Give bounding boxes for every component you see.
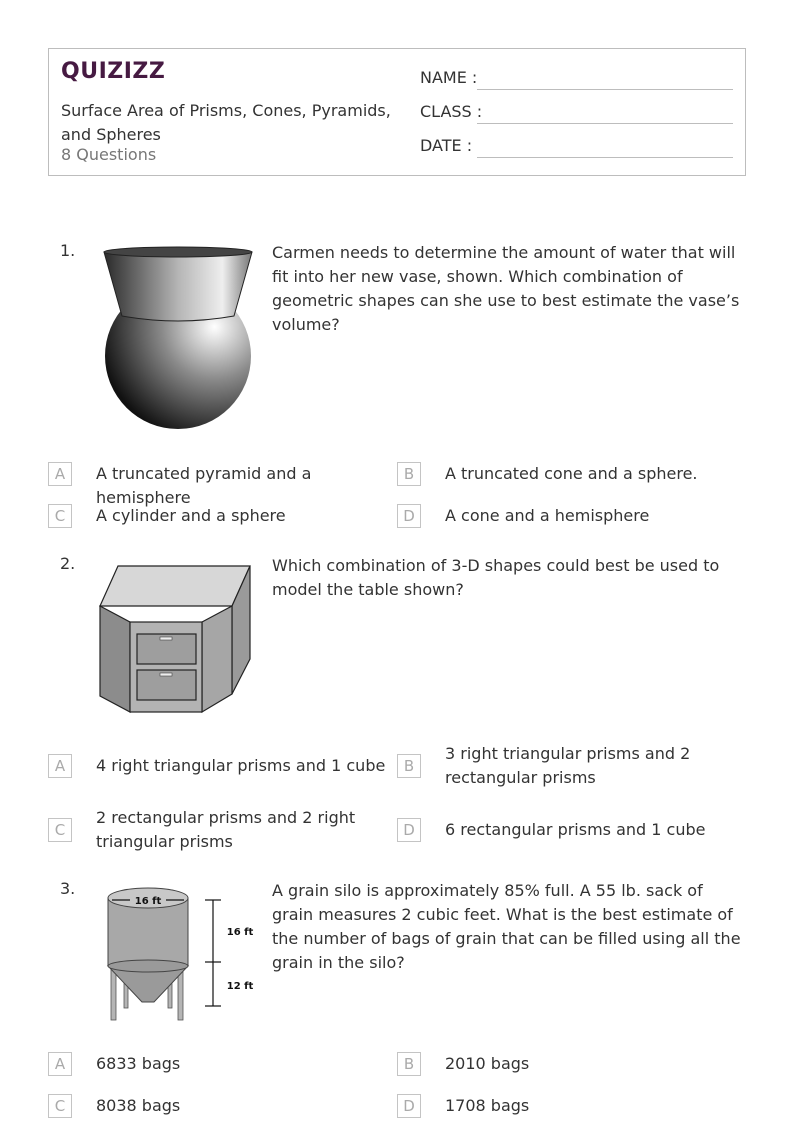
question-number: 3. <box>60 879 76 898</box>
question-number: 2. <box>60 554 76 573</box>
option-c-text[interactable]: 8038 bags <box>96 1096 181 1115</box>
class-line <box>477 123 733 124</box>
option-b-text[interactable]: 3 right triangular prisms and 2 rectangular prisms <box>445 744 691 787</box>
option-b-box[interactable]: B <box>397 462 421 486</box>
option-a-text[interactable]: 6833 bags <box>96 1054 181 1073</box>
question-text: Carmen needs to determine the amount of water that will fit into her new vase, shown. Which combination of geometric shapes can she use to best estimate the vase’s volume? <box>272 243 740 334</box>
question-text: Which combination of 3-D shapes could best be used to model the table shown? <box>272 556 720 599</box>
question-number: 1. <box>60 241 76 260</box>
option-d-text[interactable]: 1708 bags <box>445 1096 530 1115</box>
date-label: DATE : <box>420 136 473 155</box>
option-b-box[interactable]: B <box>397 754 421 778</box>
upper-height-label: 16 ft <box>226 927 254 938</box>
option-b-text[interactable]: 2010 bags <box>445 1054 530 1073</box>
option-c-text[interactable]: A cylinder and a sphere <box>96 506 286 525</box>
lower-height-label: 12 ft <box>226 981 254 992</box>
option-c-box[interactable]: C <box>48 1094 72 1118</box>
option-d-box[interactable]: D <box>397 818 421 842</box>
date-line <box>477 157 733 158</box>
option-d-text[interactable]: 6 rectangular prisms and 1 cube <box>445 820 706 839</box>
name-label: NAME : <box>420 68 478 87</box>
table-figure <box>98 564 256 716</box>
option-a-text[interactable]: A truncated pyramid and a hemisphere <box>96 464 312 507</box>
option-a-box[interactable]: A <box>48 462 72 486</box>
question-text: A grain silo is approximately 85% full. A 55 lb. sack of grain measures 2 cubic feet. What is the best estimate of the number of bags of grain that can be filled using all the grain in the silo? <box>272 881 741 972</box>
option-a-box[interactable]: A <box>48 754 72 778</box>
question-count: 8 Questions <box>61 145 157 164</box>
option-c-box[interactable]: C <box>48 818 72 842</box>
worksheet-title: Surface Area of Prisms, Cones, Pyramids, and Spheres <box>61 101 391 144</box>
class-label: CLASS : <box>420 102 483 121</box>
vase-figure <box>100 244 256 432</box>
option-b-text[interactable]: A truncated cone and a sphere. <box>445 464 698 483</box>
option-d-text[interactable]: A cone and a hemisphere <box>445 506 650 525</box>
option-b-box[interactable]: B <box>397 1052 421 1076</box>
option-c-box[interactable]: C <box>48 504 72 528</box>
grain-silo-figure <box>100 884 260 1024</box>
name-line <box>477 89 733 90</box>
worksheet-header <box>48 48 746 176</box>
option-d-box[interactable]: D <box>397 1094 421 1118</box>
option-c-text[interactable]: 2 rectangular prisms and 2 right triangular prisms <box>96 808 356 851</box>
diameter-label: 16 ft <box>134 896 162 907</box>
option-a-box[interactable]: A <box>48 1052 72 1076</box>
option-d-box[interactable]: D <box>397 504 421 528</box>
option-a-text[interactable]: 4 right triangular prisms and 1 cube <box>96 756 386 775</box>
quizizz-logo: QUIZIZZ <box>61 59 166 84</box>
